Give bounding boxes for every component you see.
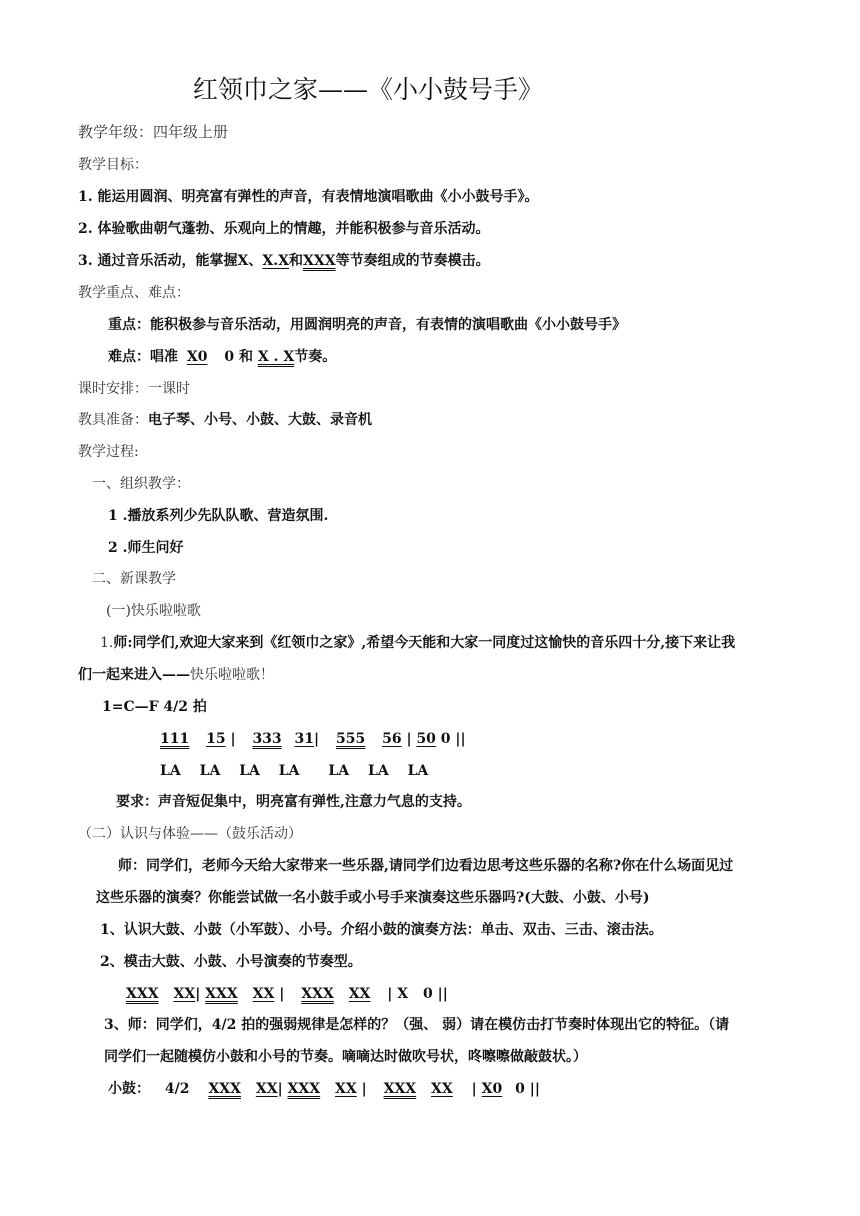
keypoints-heading: 教学重点、难点： (78, 285, 190, 301)
snare-meter: 4/2 (164, 1081, 190, 1097)
snare-rhythm-line (108, 1079, 540, 1099)
bar-line: | (406, 731, 412, 747)
note-group: 111 (160, 731, 190, 747)
note-group: 0 || (440, 731, 466, 747)
bar-line: | (314, 731, 320, 747)
page-title: 红领巾之家——《小小鼓号手》 (193, 75, 544, 104)
rhythm-group: XX (348, 986, 371, 1002)
goal-3-text-b: 等节奏组成的节奏模击。 (335, 253, 490, 269)
lyric-syllable: LA (239, 763, 260, 779)
key-point: 重点：能积极参与音乐活动，用圆润明亮的声音，有表情的演唱歌曲《小小鼓号手》 (108, 317, 626, 333)
lyric-syllable: LA (328, 763, 350, 779)
subsection-1-heading: (一)快乐啦啦歌 (106, 603, 201, 619)
paragraph-1-text-c: 快乐啦啦歌！ (190, 667, 274, 683)
bar-line: | (230, 731, 236, 747)
bar-line: | (279, 986, 285, 1002)
rhythm-group: XXX (205, 986, 238, 1002)
item-2: 2、模击大鼓、小鼓、小号演奏的节奏型。 (100, 954, 362, 970)
notation-line (160, 729, 466, 749)
snare-label: 小鼓： (108, 1081, 150, 1097)
rhythm-group: X0 (481, 1081, 503, 1097)
rhythm-group: XX (255, 1081, 278, 1097)
difficult-xx: X . X (257, 349, 295, 365)
difficult-and: 和 (238, 349, 253, 365)
paragraph-2-line-1: 师：同学们，老师今天给大家带来一些乐器,请同学们边看边思考这些乐器的名称?你在什么场面见过 (118, 858, 734, 874)
grade-line: 教学年级：四年级上册 (78, 123, 229, 141)
section-1-item-2: 2 .师生问好 (108, 540, 184, 556)
note-group: 56 (382, 731, 402, 747)
lyric-syllable: LA (278, 763, 300, 779)
rhythm-group: XXX (383, 1081, 417, 1097)
rhythm-group: XX (252, 986, 275, 1002)
section-2-heading: 二、新课教学 (92, 571, 176, 587)
lyric-syllable: LA (407, 763, 429, 779)
lyrics-line (160, 761, 428, 781)
paragraph-1-line-2 (78, 665, 274, 685)
difficult-point (108, 347, 336, 367)
lyric-syllable: LA (367, 763, 389, 779)
bar-line: | (361, 1081, 367, 1097)
note-group: 15 (206, 731, 226, 747)
goal-3-and: 和 (288, 253, 303, 269)
note-group: 555 (336, 731, 366, 747)
note-group: 50 (416, 731, 436, 747)
item-3-line-2: 同学们一起随模仿小鼓和小号的节奏。嘀嘀达时做吹号状，咚嚓嚓做敲鼓状。） (104, 1049, 587, 1065)
rhythm-group: XX (431, 1081, 453, 1097)
note-group: 333 (252, 731, 282, 747)
item-3-line-1: 3、师：同学们，4/2 拍的强弱规律是怎样的？（强、 弱）请在模仿击打节奏时体现出它的特征。（请 (104, 1017, 730, 1033)
goal-3-sep: 、 (248, 253, 263, 269)
section-1-item-1: 1 .播放系列少先队队歌、营造氛围. (108, 508, 329, 524)
paragraph-2-line-2: 这些乐器的演奏？你能尝试做一名小鼓手或小号手来演奏这些乐器吗?(大鼓、小鼓、小号) (96, 890, 650, 906)
bar-line: | (277, 1081, 283, 1097)
rhythm-line (126, 984, 448, 1004)
goal-3-x: X (237, 253, 249, 269)
difficult-zero: 0 (224, 349, 235, 365)
tools-label: 教具准备： (78, 412, 148, 428)
goal-3 (78, 251, 490, 271)
goals-heading: 教学目标： (78, 157, 148, 173)
goal-3-xxx: XXX (302, 253, 336, 269)
rhythm-group: 0 || (515, 1081, 540, 1097)
difficult-text-a: 难点：唱准 (108, 349, 178, 365)
rhythm-group: XXX (208, 1081, 241, 1097)
tools-value: 电子琴、小号、小鼓、大鼓、录音机 (148, 412, 372, 428)
goal-1: 1. 能运用圆润、明亮富有弹性的声音，有表情地演唱歌曲《小小鼓号手》。 (78, 189, 539, 205)
goal-2: 2. 体验歌曲朝气蓬勃、乐观向上的情趣，并能积极参与音乐活动。 (78, 221, 490, 237)
key-signature: 1=C—F 4/2 拍 (102, 699, 207, 715)
tools-line (78, 410, 372, 430)
rhythm-group: XXX (301, 986, 334, 1002)
paragraph-1-text-a: 师:同学们,欢迎大家来到《红领巾之家》,希望今天能和大家一同度过这愉快的音乐四十分,接下来让我 (113, 635, 736, 651)
schedule-line (78, 379, 190, 399)
subsection-2-heading: （二）认识与体验——（鼓乐活动） (78, 826, 302, 842)
difficult-x0: X0 (186, 349, 208, 365)
schedule-value: 一课时 (148, 381, 190, 397)
goal-3-xx: X.X (262, 253, 289, 269)
paragraph-1-text-b: 们一起来进入—— (78, 667, 190, 683)
bar-line: | X (387, 986, 409, 1002)
requirement: 要求：声音短促集中，明亮富有弹性,注意力气息的支持。 (116, 794, 471, 810)
lyric-syllable: LA (199, 763, 221, 779)
rhythm-group: XXX (126, 986, 159, 1002)
bar-line: | (195, 986, 201, 1002)
rhythm-group: 0 || (423, 986, 448, 1002)
process-heading: 教学过程: (78, 444, 139, 460)
paragraph-1-number: 1. (100, 635, 114, 651)
difficult-text-b: 节奏。 (294, 349, 337, 365)
paragraph-1-line-1 (100, 633, 735, 653)
section-1-heading: 一、组织教学： (92, 476, 190, 492)
goal-3-text-a: 3. 通过音乐活动，能掌握 (78, 253, 238, 269)
bar-line: | (471, 1081, 477, 1097)
rhythm-group: XX (173, 986, 196, 1002)
item-1: 1、认识大鼓、小鼓（小军鼓）、小号。介绍小鼓的演奏方法：单击、双击、三击、滚击法。 (100, 922, 663, 938)
rhythm-group: XXX (287, 1081, 321, 1097)
rhythm-group: XX (335, 1081, 357, 1097)
schedule-label: 课时安排： (78, 381, 148, 397)
note-group: 31 (294, 731, 315, 747)
lyric-syllable: LA (160, 763, 181, 779)
